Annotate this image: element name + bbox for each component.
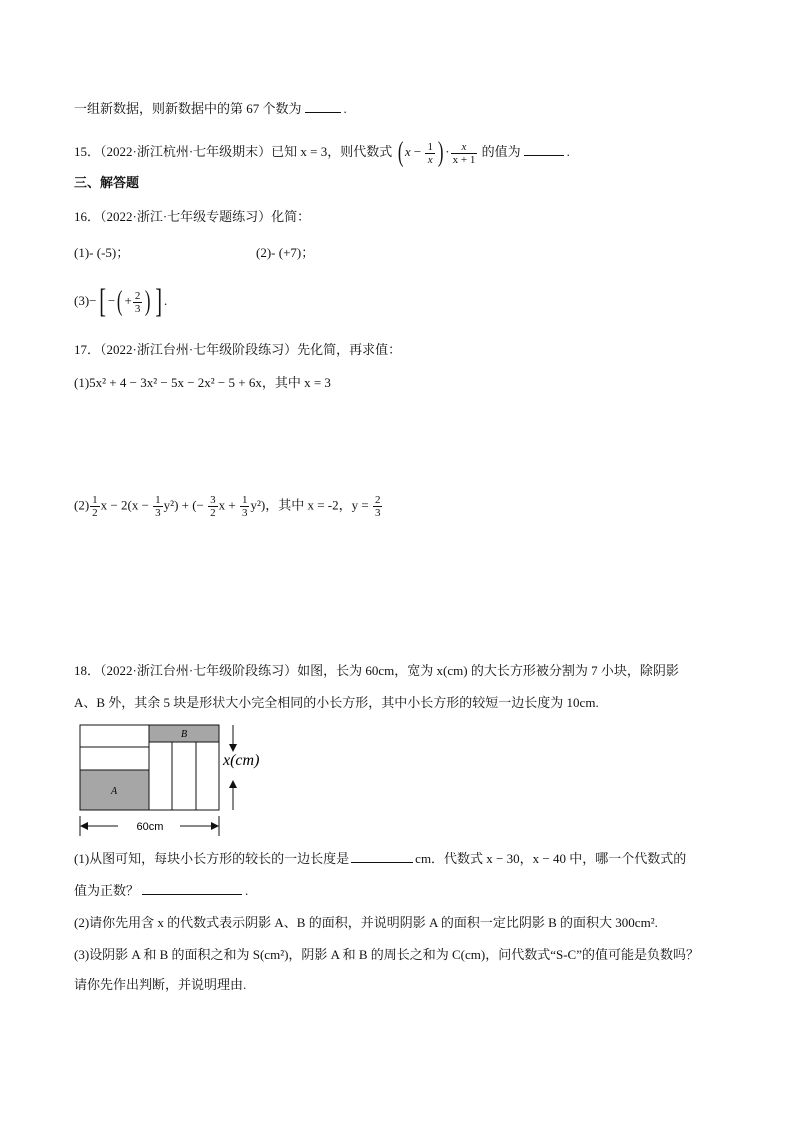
var-x: x bbox=[404, 143, 411, 159]
width-label: 60cm bbox=[136, 821, 164, 833]
q16-part-3 bbox=[74, 284, 167, 320]
q18-part-3: (3)设阴影 A 和 B 的面积之和为 S(cm²)，阴影 A 和 B 的周长之和为 C(cm)，问代数式“S-C”的值可能是负数吗？ bbox=[74, 947, 699, 962]
right-paren: ) bbox=[145, 286, 151, 317]
section-heading: 三、解答题 bbox=[74, 175, 140, 190]
part-label: (3)− bbox=[74, 292, 97, 308]
fraction-1-3: $\frac{1}{3}$ bbox=[155, 494, 161, 519]
minus-sign: − bbox=[107, 292, 116, 308]
period: . bbox=[343, 101, 347, 116]
period: . bbox=[164, 292, 168, 308]
height-label: x(cm) bbox=[223, 752, 260, 769]
text: 值为正数？ bbox=[74, 883, 140, 898]
q15-condition: x = 3，则代数式 bbox=[300, 143, 393, 159]
period: . bbox=[566, 143, 570, 159]
answer-blank[interactable] bbox=[351, 850, 413, 863]
q17-part-1: (1)5x² + 4 − 3x² − 5x − 2x² − 5 + 6x，其中 x = 3 bbox=[74, 375, 331, 390]
text: (1)从图可知，每块小长方形的较长的一边长度是 bbox=[74, 851, 350, 866]
plus-sign: + bbox=[124, 292, 132, 308]
text: cm．代数式 x − 30，x − 40 中，哪一个代数式的 bbox=[415, 851, 687, 866]
question-18-line-2: A、B 外，其余 5 块是形状大小完全相同的小长方形，其中小长方形的较短一边长度为 10cm. bbox=[74, 695, 599, 710]
expr-seg: x + bbox=[218, 497, 239, 513]
expr-seg: y²)，其中 x = -2，y = bbox=[250, 497, 372, 513]
q15-end: 的值为 bbox=[481, 143, 521, 159]
q16-part-1: (1)- (-5)； bbox=[74, 245, 130, 260]
fraction-2-3: $\frac{2}{3}$ bbox=[374, 494, 381, 519]
rectangle-diagram bbox=[72, 718, 282, 840]
label-b: B bbox=[180, 729, 188, 740]
minus-sign: − bbox=[410, 143, 425, 159]
label-a: A bbox=[110, 786, 118, 797]
right-bracket: ] bbox=[154, 283, 162, 320]
part-label: (2) bbox=[74, 497, 90, 513]
fraction-1-2: $\frac{1}{2}$ bbox=[92, 494, 98, 519]
q16-part-2: (2)- (+7)； bbox=[256, 245, 315, 260]
q18-part-1-cont bbox=[74, 882, 248, 900]
question-15 bbox=[74, 138, 570, 168]
answer-blank[interactable] bbox=[305, 100, 341, 113]
question-16-title: 16．（2022·浙江·七年级专题练习）化简： bbox=[74, 209, 311, 224]
text-line bbox=[74, 100, 347, 118]
q18-part-1 bbox=[74, 850, 686, 868]
fraction-1-3: $\frac{1}{3}$ bbox=[241, 494, 248, 519]
continuation-text: 一组新数据，则新数据中的第 67 个数为 bbox=[74, 101, 302, 116]
answer-blank[interactable] bbox=[524, 143, 564, 156]
fraction-x-over-x-plus-1: $\frac{x}{x + 1}$ bbox=[452, 140, 476, 166]
right-paren: ) bbox=[437, 137, 444, 168]
question-18-line-1: 18．（2022·浙江台州·七年级阶段练习）如图，长为 60cm，宽为 x(cm) 的大长方形被分割为 7 小块，除阴影 bbox=[74, 663, 679, 678]
dot-operator: · bbox=[445, 143, 450, 159]
answer-blank[interactable] bbox=[142, 882, 242, 895]
q18-part-2: (2)请你先用含 x 的代数式表示阴影 A、B 的面积，并说明阴影 A 的面积一定比阴影 B 的面积大 300cm². bbox=[74, 915, 658, 930]
question-17-title: 17．（2022·浙江台州·七年级阶段练习）先化简，再求值： bbox=[74, 342, 402, 357]
fraction-2-3: $\frac{2}{3}$ bbox=[134, 289, 141, 315]
left-paren: ( bbox=[117, 286, 123, 317]
q18-part-3-cont: 请你先作出判断，并说明理由. bbox=[74, 977, 247, 992]
fraction-3-2: $\frac{3}{2}$ bbox=[210, 494, 216, 519]
expr-seg: y²) + (− bbox=[163, 497, 208, 513]
period: . bbox=[245, 883, 249, 898]
left-paren: ( bbox=[397, 137, 403, 168]
fraction-1-over-x: $\frac{1}{x}$ bbox=[427, 140, 433, 166]
expr-seg: x − 2(x − bbox=[100, 497, 153, 513]
left-bracket: [ bbox=[98, 283, 106, 320]
q15-prefix: 15．（2022·浙江杭州·七年级期末）已知 bbox=[74, 143, 298, 159]
q17-part-2 bbox=[74, 494, 383, 519]
